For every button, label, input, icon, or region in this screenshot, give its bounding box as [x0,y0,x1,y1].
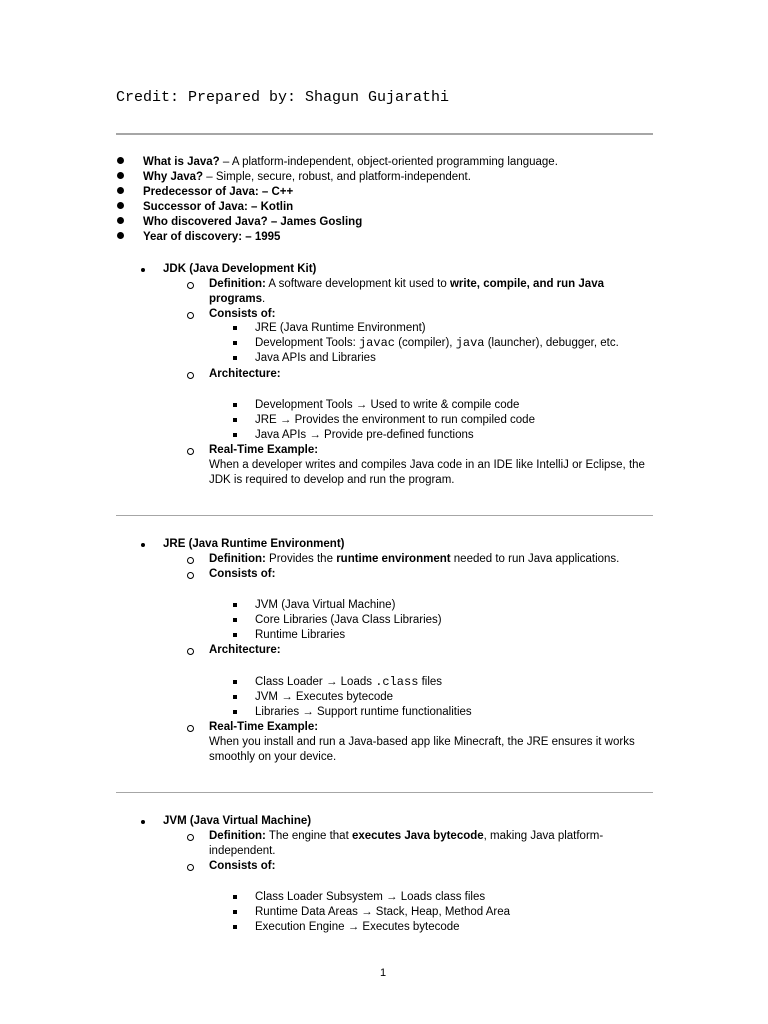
jre-consists-label: Consists of: [209,568,276,580]
jre-consists-item: Runtime Libraries [255,629,346,641]
square-bullet-icon [233,895,237,899]
jre-example-text: smoothly on your device. [209,751,337,763]
jdk-definition-cont: programs. [209,293,266,305]
square-bullet-icon [233,403,237,407]
fact-item: Year of discovery: – 1995 [143,231,281,243]
jdk-example-text: JDK is required to develop and run the program. [209,474,455,486]
jvm-definition-cont: independent. [209,845,276,857]
square-bullet-icon [233,433,237,437]
square-bullet-icon [233,710,237,714]
jvm-consists-item: Runtime Data Areas → Stack, Heap, Method Area [255,906,511,918]
circle-bullet-icon [187,557,194,564]
circle-bullet-icon [187,372,194,379]
square-bullet-icon [233,633,237,637]
jdk-consists-label: Consists of: [209,308,276,320]
bullet-icon [117,157,124,164]
bullet-icon [117,232,124,239]
fact-item: Successor of Java: – Kotlin [143,201,294,213]
circle-bullet-icon [187,725,194,732]
jdk-consists-item: Development Tools: javac (compiler), java (launcher), debugger, etc. [255,336,619,350]
square-bullet-icon [233,603,237,607]
jdk-arch-item: Java APIs → Provide pre-defined functions [255,429,474,441]
square-bullet-icon [233,618,237,622]
jvm-title: JVM (Java Virtual Machine) [163,815,312,827]
circle-bullet-icon [187,448,194,455]
bullet-icon [117,187,124,194]
square-bullet-icon [233,695,237,699]
jre-arch-item: Class Loader → Loads .class files [255,675,443,689]
section-divider [116,792,653,793]
jre-consists-item: Core Libraries (Java Class Libraries) [255,614,442,626]
fact-item: Predecessor of Java: – C++ [143,186,294,198]
jdk-consists-item: JRE (Java Runtime Environment) [255,322,426,334]
jre-title: JRE (Java Runtime Environment) [163,538,345,550]
bullet-icon [141,543,145,547]
circle-bullet-icon [187,834,194,841]
jvm-definition: Definition: The engine that executes Java bytecode, making Java platform- [209,830,604,842]
credit-heading: Credit: Prepared by: Shagun Gujarathi [116,89,450,106]
square-bullet-icon [233,418,237,422]
jdk-consists-item: Java APIs and Libraries [255,352,376,364]
page-number: 1 [380,967,387,979]
jre-example-text: When you install and run a Java-based app like Minecraft, the JRE ensures it works [209,736,635,748]
jdk-example-text: When a developer writes and compiles Java code in an IDE like IntelliJ or Eclipse, the [209,459,645,471]
square-bullet-icon [233,356,237,360]
jre-arch-item: JVM → Executes bytecode [255,691,394,703]
jdk-arch-item: Development Tools → Used to write & compile code [255,399,520,411]
square-bullet-icon [233,910,237,914]
circle-bullet-icon [187,864,194,871]
jre-arch-label: Architecture: [209,644,281,656]
fact-item: Who discovered Java? – James Gosling [143,216,363,228]
jdk-arch-label: Architecture: [209,368,281,380]
square-bullet-icon [233,341,237,345]
circle-bullet-icon [187,312,194,319]
jre-arch-item: Libraries → Support runtime functionalities [255,706,472,718]
bullet-icon [117,217,124,224]
circle-bullet-icon [187,648,194,655]
jdk-title: JDK (Java Development Kit) [163,263,317,275]
jre-definition: Definition: Provides the runtime environment needed to run Java applications. [209,553,620,565]
fact-item: Why Java? – Simple, secure, robust, and platform-independent. [143,171,471,183]
bullet-icon [117,202,124,209]
jdk-example-label: Real-Time Example: [209,444,319,456]
section-divider [116,515,653,516]
jdk-definition: Definition: A software development kit used to write, compile, and run Java [209,278,604,290]
jvm-consists-item: Execution Engine → Executes bytecode [255,921,460,933]
jvm-consists-item: Class Loader Subsystem → Loads class files [255,891,486,903]
bullet-icon [117,172,124,179]
jdk-arch-item: JRE → Provides the environment to run compiled code [255,414,535,426]
bullet-icon [141,820,145,824]
jvm-consists-label: Consists of: [209,860,276,872]
square-bullet-icon [233,680,237,684]
jre-consists-item: JVM (Java Virtual Machine) [255,599,396,611]
circle-bullet-icon [187,282,194,289]
circle-bullet-icon [187,572,194,579]
square-bullet-icon [233,326,237,330]
square-bullet-icon [233,925,237,929]
bullet-icon [141,268,145,272]
top-divider [116,133,653,135]
fact-item: What is Java? – A platform-independent, object-oriented programming language. [143,156,558,168]
jre-example-label: Real-Time Example: [209,721,319,733]
